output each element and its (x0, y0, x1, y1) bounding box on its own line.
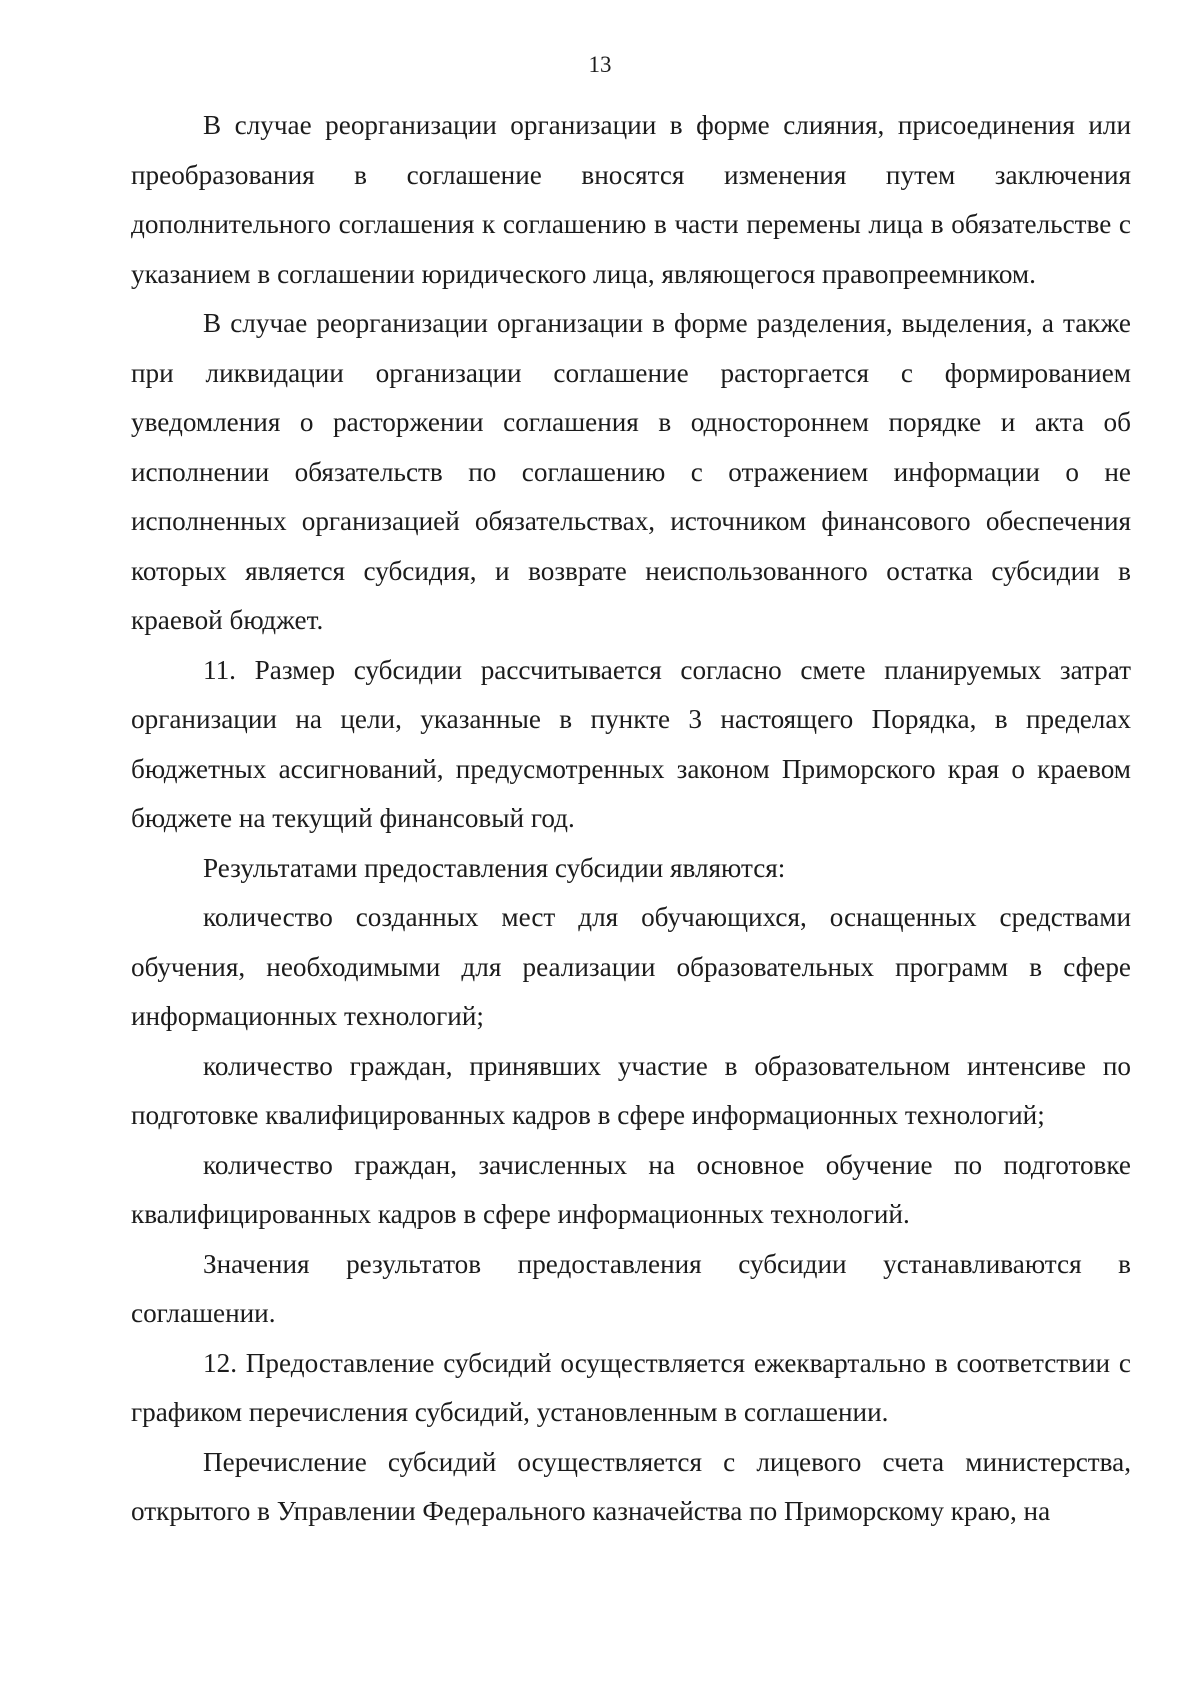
paragraph-reorganization-division: В случае реорганизации организации в форме разделения, выделения, а также при ликвидации организации соглашение расторгается с формированием уведомления о расторжении соглашения в одностороннем порядке и акта об исполнении обязательств по соглашению с отражением информации о не исполненных организацией обязательствах, источником финансового обеспечения которых является субсидия, и возврате неиспользованного остатка субсидии в краевой бюджет. (131, 308, 1131, 635)
document-body (131, 101, 1131, 1537)
paragraph-transfer-account: Перечисление субсидий осуществляется с лицевого счета министерства, открытого в Управлении Федерального казначейства по Приморскому краю, на (131, 1446, 1131, 1526)
paragraph-result-places: количество созданных мест для обучающихся, оснащенных средствами обучения, необходимыми для реализации образовательных программ в сфере информационных технологий; (131, 902, 1131, 1031)
paragraph-result-values: Значения результатов предоставления субсидии устанавливаются в соглашении. (131, 1248, 1131, 1328)
page-number: 13 (588, 52, 612, 77)
paragraph-result-enrolled: количество граждан, зачисленных на основное обучение по подготовке квалифицированных кадров в сфере информационных технологий. (131, 1149, 1131, 1229)
paragraph-11-subsidy-size: 11. Размер субсидии рассчитывается согласно смете планируемых затрат организации на цели, указанные в пункте 3 настоящего Порядка, в пределах бюджетных ассигнований, предусмотренных законом Приморского края о краевом бюджете на текущий финансовый год. (131, 654, 1131, 833)
paragraph-reorganization-merger: В случае реорганизации организации в форме слияния, присоединения или преобразования в соглашение вносятся изменения путем заключения дополнительного соглашения к соглашению в части перемены лица в обязательстве с указанием в соглашении юридического лица, являющегося правопреемником. (131, 110, 1131, 289)
paragraph-results-intro: Результатами предоставления субсидии являются: (203, 852, 786, 883)
paragraph-12-quarterly: 12. Предоставление субсидий осуществляется ежеквартально в соответствии с графиком перечисления субсидий, установленным в соглашении. (131, 1347, 1131, 1427)
paragraph-result-intensive: количество граждан, принявших участие в образовательном интенсиве по подготовке квалифицированных кадров в сфере информационных технологий; (131, 1050, 1131, 1130)
